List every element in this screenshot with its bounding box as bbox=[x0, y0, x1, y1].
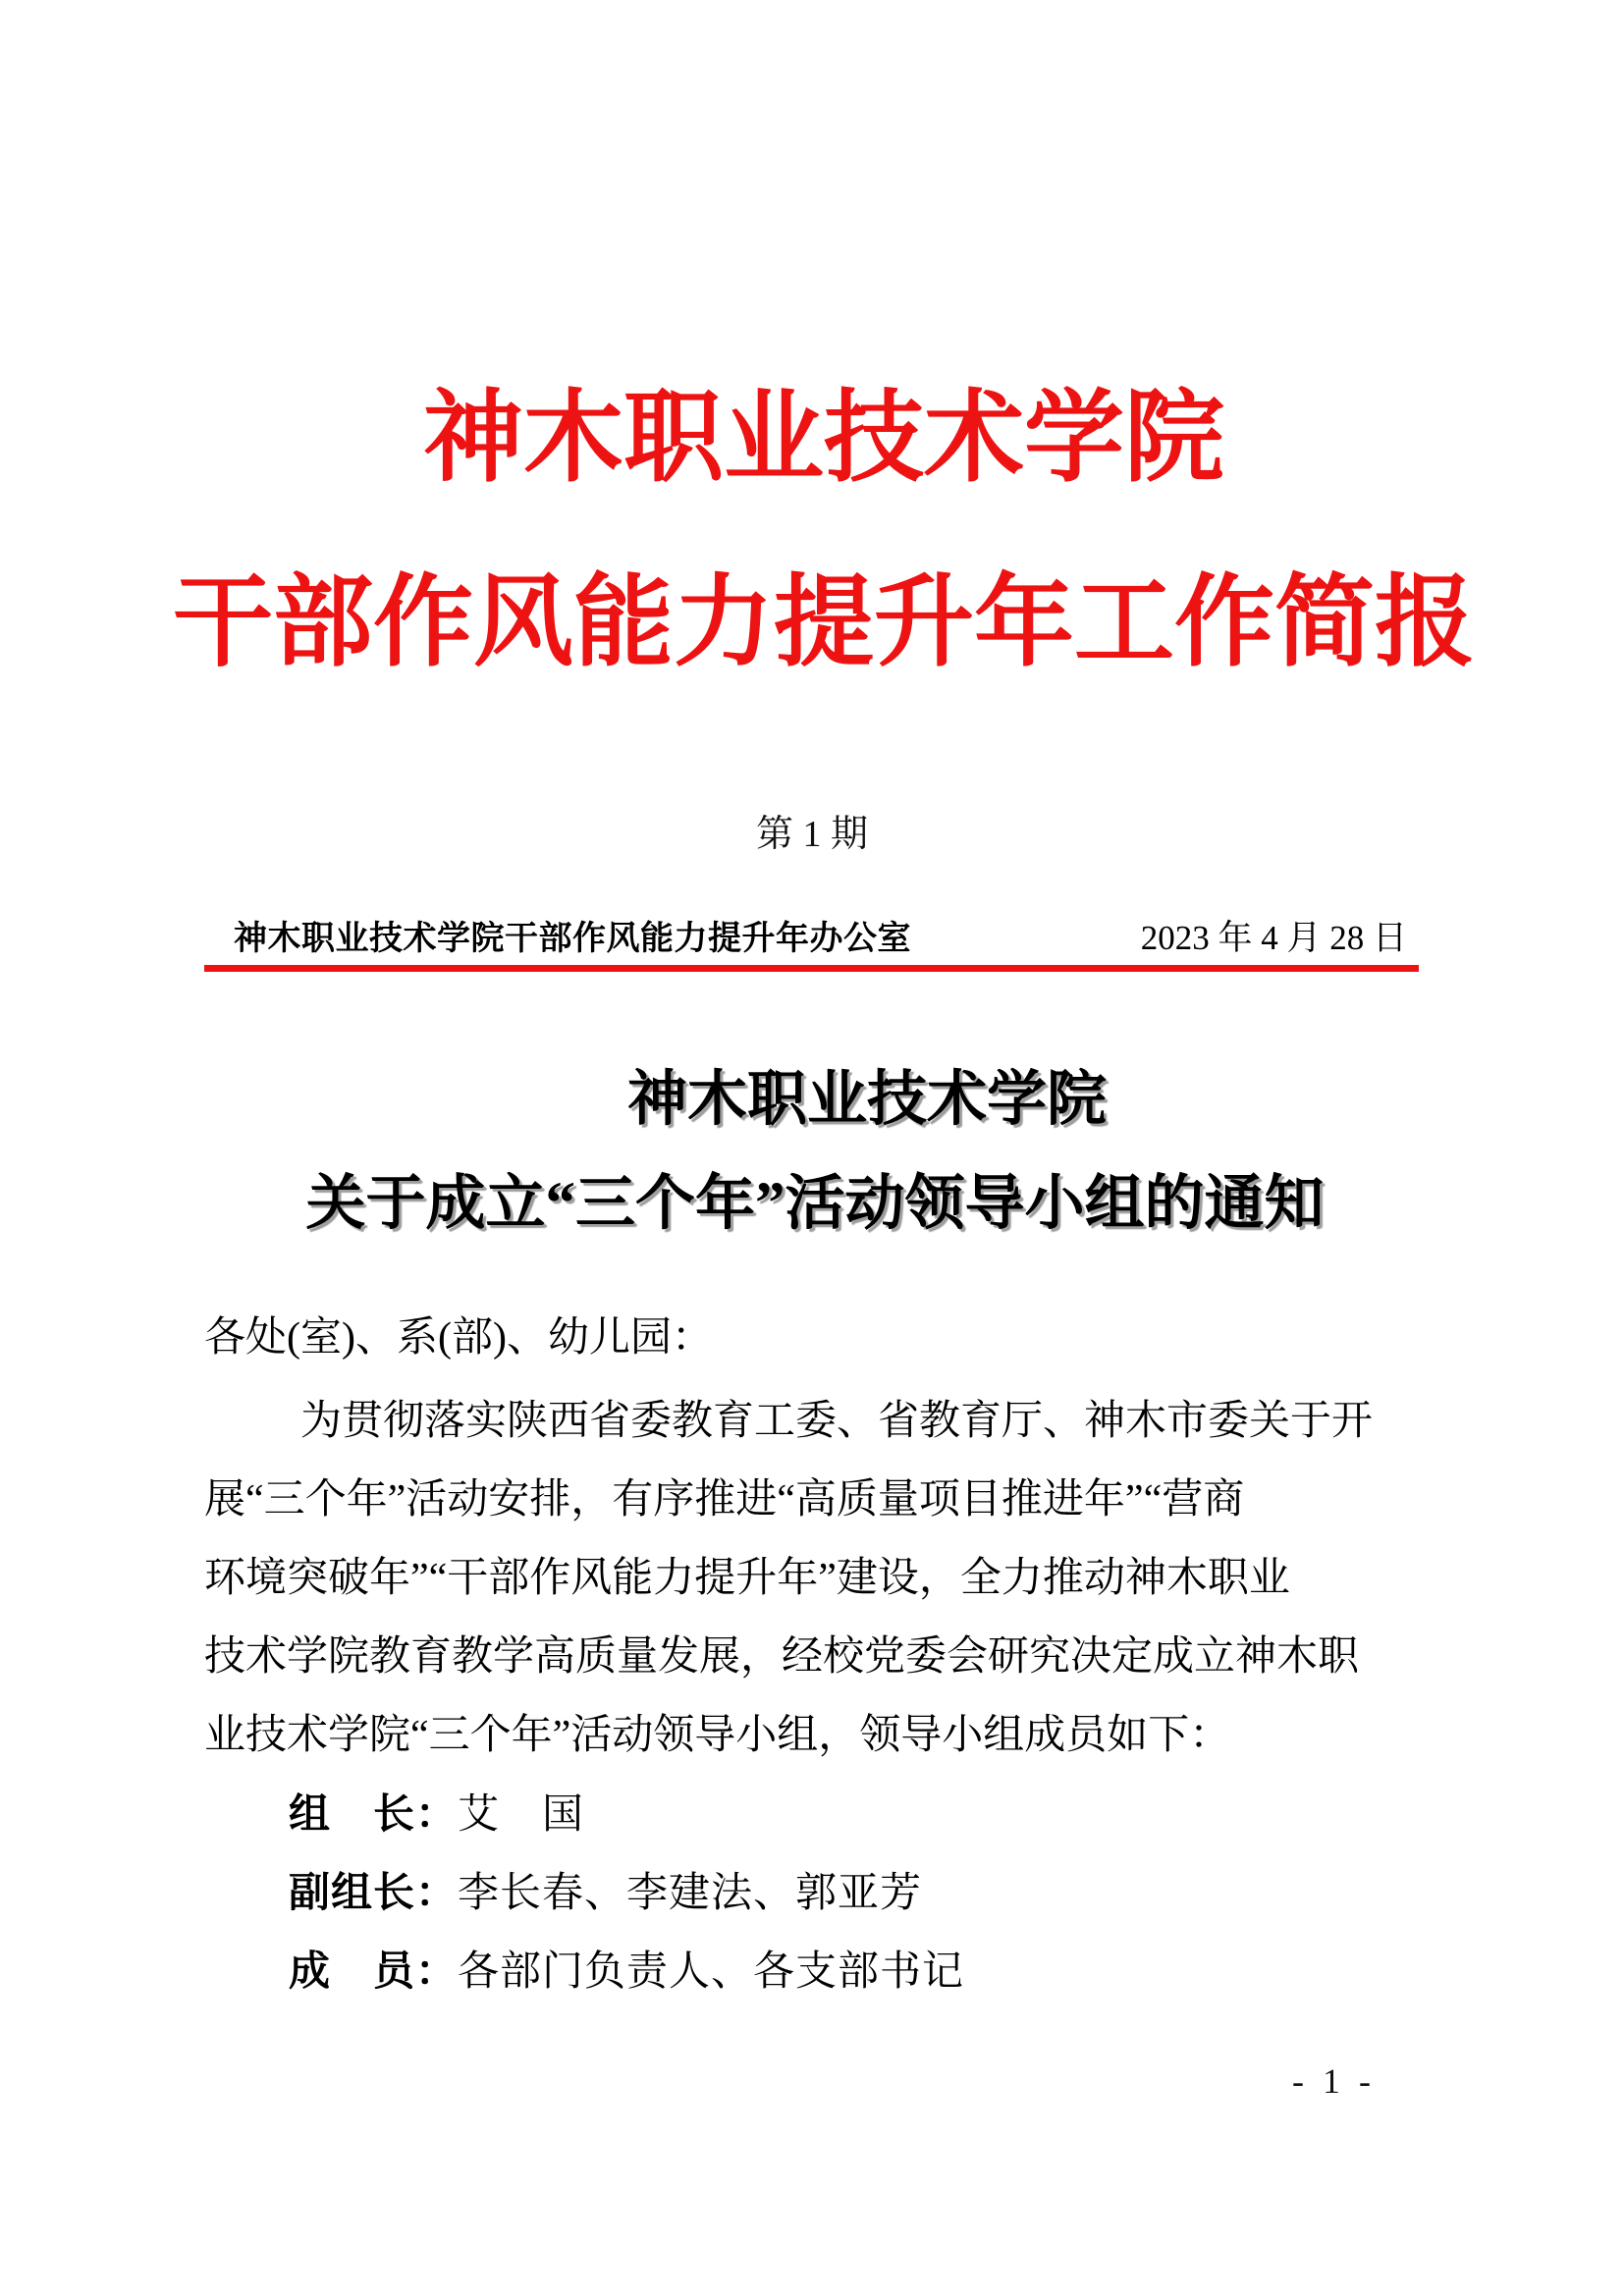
salutation-line: 各处(室)、系(部)、幼儿园： bbox=[204, 1315, 713, 1361]
roster-name: 李长春、李建法、郭亚芳 bbox=[458, 1871, 923, 1916]
paragraph-line: 技术学院教育教学高质量发展，经校党委会研究决定成立神木职 bbox=[204, 1634, 1360, 1680]
roster-row-leader bbox=[204, 1775, 1426, 1853]
roster-name: 各部门负责人、各支部书记 bbox=[458, 1949, 965, 1995]
roster-label: 副组长： bbox=[289, 1869, 459, 1915]
issuing-office: 神木职业技术学院干部作风能力提升年办公室 bbox=[234, 921, 911, 957]
roster-row-deputy-leaders bbox=[204, 1853, 1426, 1932]
roster-row-members bbox=[204, 1932, 1426, 2010]
paragraph-line: 为贯彻落实陕西省委教育工委、省教育厅、神木市委关于开 bbox=[300, 1399, 1374, 1444]
paragraph-line: 环境突破年”“干部作风能力提升年”建设，全力推动神木职业 bbox=[204, 1556, 1290, 1601]
bulletin-title-line2: 干部作风能力提升年工作简报 bbox=[173, 568, 1475, 679]
masthead-divider-rule bbox=[204, 965, 1419, 972]
page-number: - 1 - bbox=[1292, 2061, 1376, 2101]
issue-number: 第 1 期 bbox=[755, 814, 868, 855]
paragraph-line: 展“三个年”活动安排，有序推进“高质量项目推进年”“营商 bbox=[204, 1477, 1245, 1522]
masthead-info-row bbox=[204, 911, 1419, 960]
roster-label: 组 长： bbox=[289, 1790, 459, 1837]
roster-label: 成 员： bbox=[289, 1948, 459, 1994]
paragraph-line: 业技术学院“三个年”活动领导小组，领导小组成员如下： bbox=[204, 1713, 1231, 1758]
bulletin-title-line1: 神木职业技术学院 bbox=[423, 384, 1224, 495]
notice-heading-line2: 关于成立“三个年”活动领导小组的通知 bbox=[305, 1171, 1325, 1237]
roster-name: 艾 国 bbox=[458, 1792, 585, 1838]
notice-heading-line1: 神木职业技术学院 bbox=[626, 1067, 1107, 1133]
issue-date: 2023 年 4 月 28 日 bbox=[1140, 919, 1407, 957]
notice-text-block bbox=[204, 1294, 1426, 2010]
